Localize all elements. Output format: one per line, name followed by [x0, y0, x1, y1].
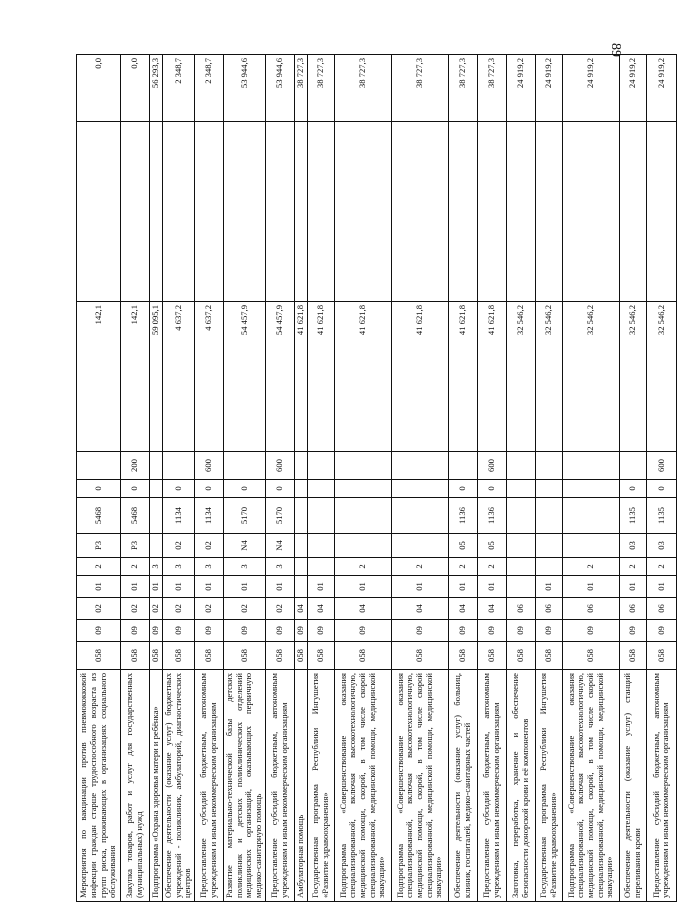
code-direction-b: 5468: [77, 498, 121, 534]
code-expense-type: 600: [265, 452, 294, 480]
code-ministry: 058: [477, 642, 506, 670]
amount-empty: [646, 122, 676, 302]
amount-first: 54 457,9: [265, 302, 294, 452]
code-direction-b: 5170: [223, 498, 265, 534]
table-row: [448, 55, 477, 902]
amount-empty: [506, 122, 535, 302]
amount-first: 4 637,2: [194, 302, 223, 452]
amount-second: 24 919,2: [535, 55, 562, 122]
code-direction-a: [294, 534, 307, 558]
amount-second: 38 727,3: [448, 55, 477, 122]
code-ministry: 058: [294, 642, 307, 670]
amount-second: 24 919,2: [646, 55, 676, 122]
code-subsection: 02: [77, 598, 121, 620]
code-subsection: 04: [448, 598, 477, 620]
code-expense-type: 600: [194, 452, 223, 480]
code-section: 09: [121, 620, 150, 642]
code-section: 09: [619, 620, 646, 642]
code-ministry: 058: [646, 642, 676, 670]
code-expense-type: [562, 452, 619, 480]
code-subsection: 04: [477, 598, 506, 620]
code-subprogram: [294, 558, 307, 576]
code-direction-c: [535, 480, 562, 498]
code-program: 01: [307, 576, 334, 598]
code-program: 01: [194, 576, 223, 598]
table-row: [562, 55, 619, 902]
code-program: 01: [477, 576, 506, 598]
code-subsection: 06: [619, 598, 646, 620]
code-direction-b: 5170: [265, 498, 294, 534]
code-direction-c: 0: [619, 480, 646, 498]
code-section: 09: [307, 620, 334, 642]
code-program: 01: [391, 576, 448, 598]
code-subsection: 06: [562, 598, 619, 620]
code-program: 01: [77, 576, 121, 598]
code-direction-b: [334, 498, 391, 534]
code-subsection: 04: [334, 598, 391, 620]
code-direction-b: [150, 498, 163, 534]
amount-empty: [77, 122, 121, 302]
code-subprogram: [506, 558, 535, 576]
code-direction-a: N4: [223, 534, 265, 558]
code-direction-b: [535, 498, 562, 534]
code-direction-a: [562, 534, 619, 558]
code-expense-type: [391, 452, 448, 480]
code-program: 01: [150, 576, 163, 598]
amount-second: 38 727,3: [334, 55, 391, 122]
code-expense-type: [150, 452, 163, 480]
code-direction-a: [334, 534, 391, 558]
table-row: [646, 55, 676, 902]
code-program: [294, 576, 307, 598]
code-direction-c: 0: [265, 480, 294, 498]
budget-table: [76, 54, 677, 902]
code-subprogram: 3: [194, 558, 223, 576]
row-name: Подпрограмма «Совершенствование оказания специализированной, включая высокотехнологичную, медицинской помощи, скорой, в том числе скорой специализированной, медицинской помощи, медицинской эвакуации»: [562, 670, 619, 902]
row-name: Предоставление субсидий бюджетным, автономным учреждениям и иным некоммерческим организациям: [477, 670, 506, 902]
code-subprogram: 2: [562, 558, 619, 576]
amount-first: 41 621,8: [334, 302, 391, 452]
amount-second: 53 944,6: [265, 55, 294, 122]
code-direction-c: 0: [223, 480, 265, 498]
code-direction-b: 1135: [646, 498, 676, 534]
amount-empty: [562, 122, 619, 302]
code-ministry: 058: [307, 642, 334, 670]
code-direction-a: [150, 534, 163, 558]
amount-empty: [121, 122, 150, 302]
table-row: [334, 55, 391, 902]
row-name: Обеспечение деятельности (оказание услуг) больниц, клиник, госпиталей, медико-санитарных частей: [448, 670, 477, 902]
code-direction-c: 0: [646, 480, 676, 498]
code-section: 09: [163, 620, 195, 642]
amount-empty: [477, 122, 506, 302]
amount-empty: [448, 122, 477, 302]
code-ministry: 058: [619, 642, 646, 670]
code-direction-b: 1134: [194, 498, 223, 534]
code-subprogram: 3: [163, 558, 195, 576]
code-expense-type: [506, 452, 535, 480]
code-section: 09: [448, 620, 477, 642]
code-program: 01: [334, 576, 391, 598]
code-subsection: 06: [506, 598, 535, 620]
code-direction-a: 05: [477, 534, 506, 558]
amount-empty: [265, 122, 294, 302]
code-section: 09: [223, 620, 265, 642]
amount-second: 24 919,2: [562, 55, 619, 122]
code-expense-type: 200: [121, 452, 150, 480]
amount-first: 41 621,8: [307, 302, 334, 452]
code-ministry: 058: [194, 642, 223, 670]
code-direction-c: [391, 480, 448, 498]
code-section: 09: [334, 620, 391, 642]
code-direction-b: [294, 498, 307, 534]
table-row: [535, 55, 562, 902]
amount-first: 41 621,8: [448, 302, 477, 452]
table-row: [506, 55, 535, 902]
row-name: Обеспечение деятельности (оказание услуг) станций переливания крови: [619, 670, 646, 902]
row-name: Амбулаторная помощь: [294, 670, 307, 902]
code-subsection: 02: [150, 598, 163, 620]
table-row: [194, 55, 223, 902]
code-expense-type: [163, 452, 195, 480]
code-direction-c: 0: [77, 480, 121, 498]
row-name: Предоставление субсидий бюджетным, автономным учреждениям и иным некоммерческим организациям: [265, 670, 294, 902]
amount-empty: [535, 122, 562, 302]
amount-first: 4 637,2: [163, 302, 195, 452]
amount-second: 38 727,3: [477, 55, 506, 122]
amount-second: 2 348,7: [163, 55, 195, 122]
code-expense-type: 600: [646, 452, 676, 480]
code-section: 09: [562, 620, 619, 642]
code-direction-b: [391, 498, 448, 534]
amount-first: 142,1: [77, 302, 121, 452]
row-name: Заготовка, переработка, хранение и обеспечение безопасности донорской крови и её компонентов: [506, 670, 535, 902]
table-row: [307, 55, 334, 902]
amount-first: 32 546,2: [506, 302, 535, 452]
table-body: [77, 55, 677, 902]
amount-second: 2 348,7: [194, 55, 223, 122]
table-row: [121, 55, 150, 902]
code-ministry: 058: [163, 642, 195, 670]
amount-first: 59 095,1: [150, 302, 163, 452]
amount-second: 38 727,3: [294, 55, 307, 122]
code-direction-a: 02: [163, 534, 195, 558]
code-direction-b: 1135: [619, 498, 646, 534]
code-ministry: 058: [121, 642, 150, 670]
row-name: Подпрограмма «Охрана здоровья матери и ребёнка»: [150, 670, 163, 902]
code-program: 01: [265, 576, 294, 598]
code-ministry: 058: [223, 642, 265, 670]
code-subprogram: 2: [77, 558, 121, 576]
amount-first: 54 457,9: [223, 302, 265, 452]
row-name: Мероприятия по вакцинации против пневмококковой инфекции граждан старше трудоспособного возраста из групп риска, проживающих в организациях социального обслуживания: [77, 670, 121, 902]
code-direction-a: [391, 534, 448, 558]
code-program: 01: [121, 576, 150, 598]
code-subprogram: 2: [477, 558, 506, 576]
amount-empty: [163, 122, 195, 302]
code-program: 01: [619, 576, 646, 598]
code-subsection: 04: [307, 598, 334, 620]
code-ministry: 058: [562, 642, 619, 670]
amount-empty: [391, 122, 448, 302]
table-row: [150, 55, 163, 902]
code-direction-c: [150, 480, 163, 498]
amount-empty: [619, 122, 646, 302]
code-subsection: 04: [294, 598, 307, 620]
code-subprogram: 3: [150, 558, 163, 576]
row-name: Подпрограмма «Совершенствование оказания специализированной, включая высокотехнологичную, медицинской помощи, скорой, в том числе скорой специализированной, медицинской помощи, медицинской эвакуации»: [334, 670, 391, 902]
code-section: 09: [194, 620, 223, 642]
code-direction-b: 1134: [163, 498, 195, 534]
code-expense-type: [334, 452, 391, 480]
code-program: 01: [163, 576, 195, 598]
code-section: 09: [77, 620, 121, 642]
code-direction-a: 05: [448, 534, 477, 558]
code-direction-c: [307, 480, 334, 498]
code-direction-b: [562, 498, 619, 534]
code-subsection: 02: [223, 598, 265, 620]
page-number: 89: [608, 43, 623, 57]
code-expense-type: [223, 452, 265, 480]
row-name: Развитие материально-технической базы детских поликлиник и детских поликлинических отделений медицинских организаций, оказывающих первичную медико-санитарную помощь: [223, 670, 265, 902]
code-subprogram: 3: [265, 558, 294, 576]
code-expense-type: 600: [477, 452, 506, 480]
amount-first: 32 546,2: [619, 302, 646, 452]
code-direction-b: 1136: [448, 498, 477, 534]
code-subsection: 06: [535, 598, 562, 620]
code-subprogram: 2: [391, 558, 448, 576]
amount-first: 41 621,8: [477, 302, 506, 452]
code-direction-a: [535, 534, 562, 558]
code-direction-a: Р3: [77, 534, 121, 558]
row-name: Предоставление субсидий бюджетным, автономным учреждениям и иным некоммерческим организациям: [646, 670, 676, 902]
amount-empty: [294, 122, 307, 302]
amount-empty: [223, 122, 265, 302]
amount-second: 56 293,3: [150, 55, 163, 122]
code-direction-a: 02: [194, 534, 223, 558]
amount-empty: [307, 122, 334, 302]
amount-first: 32 546,2: [562, 302, 619, 452]
table-row: [619, 55, 646, 902]
code-ministry: 058: [265, 642, 294, 670]
row-name: Подпрограмма «Совершенствование оказания специализированной, включая высокотехнологичную, медицинской помощи, скорой, в том числе скорой специализированной, медицинской помощи, медицинской эвакуации»: [391, 670, 448, 902]
code-direction-b: 5468: [121, 498, 150, 534]
code-section: 09: [391, 620, 448, 642]
code-subsection: 04: [391, 598, 448, 620]
code-direction-a: N4: [265, 534, 294, 558]
code-section: 09: [646, 620, 676, 642]
code-direction-c: 0: [121, 480, 150, 498]
amount-first: 142,1: [121, 302, 150, 452]
row-name: Государственная программа Республики Ингушетия «Развитие здравоохранения»: [307, 670, 334, 902]
code-section: 09: [477, 620, 506, 642]
amount-first: 41 621,8: [391, 302, 448, 452]
table-row: [77, 55, 121, 902]
code-subsection: 02: [121, 598, 150, 620]
code-direction-c: [562, 480, 619, 498]
rotated-table-container: [76, 55, 671, 902]
code-section: 09: [294, 620, 307, 642]
table-row: [163, 55, 195, 902]
code-direction-b: [307, 498, 334, 534]
amount-first: 32 546,2: [646, 302, 676, 452]
code-subprogram: 2: [448, 558, 477, 576]
code-ministry: 058: [448, 642, 477, 670]
code-program: 01: [535, 576, 562, 598]
code-subprogram: 3: [223, 558, 265, 576]
code-subprogram: 2: [646, 558, 676, 576]
amount-empty: [334, 122, 391, 302]
code-subsection: 02: [194, 598, 223, 620]
code-direction-a: Р3: [121, 534, 150, 558]
code-direction-c: 0: [448, 480, 477, 498]
code-direction-c: 0: [163, 480, 195, 498]
code-direction-b: 1136: [477, 498, 506, 534]
code-expense-type: [619, 452, 646, 480]
code-section: 09: [150, 620, 163, 642]
table-row: [477, 55, 506, 902]
code-program: 01: [448, 576, 477, 598]
code-expense-type: [294, 452, 307, 480]
code-program: [506, 576, 535, 598]
code-program: 01: [646, 576, 676, 598]
code-ministry: 058: [150, 642, 163, 670]
code-subprogram: 2: [121, 558, 150, 576]
table-row: [294, 55, 307, 902]
code-ministry: 058: [77, 642, 121, 670]
code-ministry: 058: [535, 642, 562, 670]
code-section: 09: [506, 620, 535, 642]
code-subprogram: 2: [334, 558, 391, 576]
code-direction-a: 03: [646, 534, 676, 558]
code-subprogram: [535, 558, 562, 576]
row-name: Государственная программа Республики Ингушетия «Развитие здравоохранения»: [535, 670, 562, 902]
code-direction-c: 0: [477, 480, 506, 498]
code-expense-type: [77, 452, 121, 480]
code-direction-c: [506, 480, 535, 498]
code-expense-type: [448, 452, 477, 480]
row-name: Закупка товаров, работ и услуг для государственных (муниципальных) нужд: [121, 670, 150, 902]
amount-second: 24 919,2: [619, 55, 646, 122]
table-row: [265, 55, 294, 902]
code-direction-a: 03: [619, 534, 646, 558]
amount-empty: [194, 122, 223, 302]
table-row: [391, 55, 448, 902]
row-name: Обеспечение деятельности (оказание услуг) бюджетных учреждений - поликлиник, амбулаторий, диагностических центров: [163, 670, 195, 902]
code-section: 09: [265, 620, 294, 642]
code-expense-type: [307, 452, 334, 480]
code-ministry: 058: [391, 642, 448, 670]
code-section: 09: [535, 620, 562, 642]
code-direction-a: [307, 534, 334, 558]
amount-empty: [150, 122, 163, 302]
amount-first: 41 621,8: [294, 302, 307, 452]
amount-second: 24 919,2: [506, 55, 535, 122]
row-name: Предоставление субсидий бюджетным, автономным учреждениям и иным некоммерческим организациям: [194, 670, 223, 902]
code-subprogram: 2: [619, 558, 646, 576]
code-subsection: 06: [646, 598, 676, 620]
amount-first: 32 546,2: [535, 302, 562, 452]
amount-second: 0,0: [121, 55, 150, 122]
code-direction-c: [334, 480, 391, 498]
code-subsection: 02: [163, 598, 195, 620]
code-program: 01: [562, 576, 619, 598]
amount-second: 0,0: [77, 55, 121, 122]
code-subsection: 02: [265, 598, 294, 620]
code-direction-b: [506, 498, 535, 534]
code-direction-a: [506, 534, 535, 558]
code-subprogram: [307, 558, 334, 576]
code-ministry: 058: [506, 642, 535, 670]
amount-second: 53 944,6: [223, 55, 265, 122]
table-row: [223, 55, 265, 902]
code-expense-type: [535, 452, 562, 480]
amount-second: 38 727,3: [307, 55, 334, 122]
code-program: 01: [223, 576, 265, 598]
code-direction-c: 0: [194, 480, 223, 498]
code-ministry: 058: [334, 642, 391, 670]
code-direction-c: [294, 480, 307, 498]
amount-second: 38 727,3: [391, 55, 448, 122]
